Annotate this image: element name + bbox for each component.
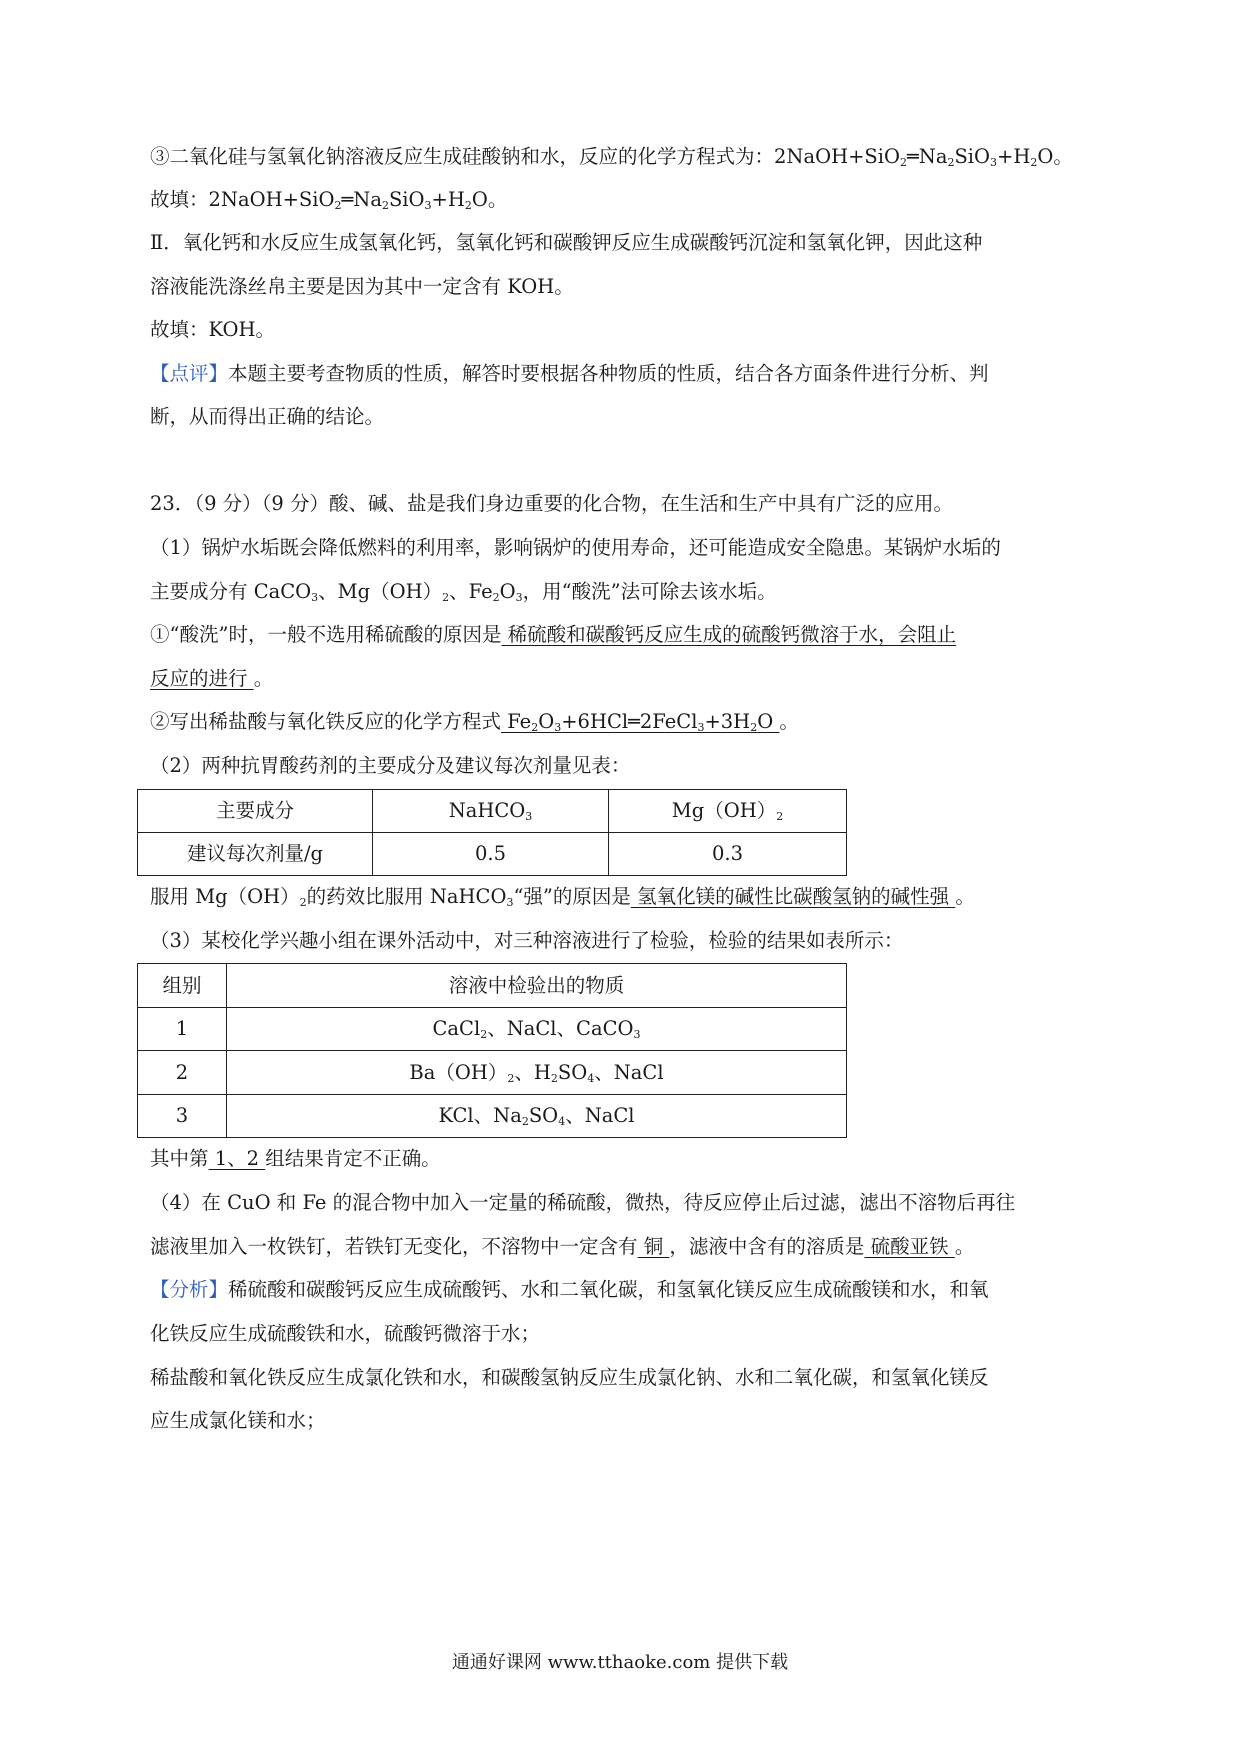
table-cell: 3	[138, 1095, 227, 1138]
question-title: 23．（9 分）（9 分）酸、碱、盐是我们身边重要的化合物，在生活和生产中具有广泛的应用。	[150, 492, 954, 515]
text-line: （3）某校化学兴趣小组在课外活动中，对三种溶液进行了检验，检验的结果如表所示：	[150, 929, 904, 952]
table-cell: 0.5	[373, 833, 609, 876]
text-line: ③二氧化硅与氢氧化钠溶液反应生成硅酸钠和水，反应的化学方程式为：$2NaOH+SiO_2═Na_2SiO_3+H_2O$。	[150, 145, 1073, 169]
text-line: 其中第 1、2 组结果肯定不正确。	[150, 1147, 441, 1170]
text-line: 化铁反应生成硫酸铁和水，硫酸钙微溶于水；	[150, 1322, 541, 1345]
table-cell: KCl、$Na_2SO_4$、NaCl	[227, 1095, 847, 1138]
comment-line: 【点评】本题主要考查物质的性质，解答时要根据各种物质的性质，结合各方面条件进行分析、判	[150, 362, 989, 385]
answer-blank: 反应的进行	[150, 667, 254, 690]
table-cell: 溶液中检验出的物质	[227, 964, 847, 1008]
text-line: 故填：$2NaOH+SiO_2═Na_2SiO_3+H_2O$。	[150, 188, 508, 212]
table-cell: CaCl$_2$、NaCl、CaCO$_3$	[227, 1008, 847, 1051]
table-cell: NaHCO$_3$	[373, 790, 609, 833]
text-line: Ⅱ．氧化钙和水反应生成氢氧化钙，氢氧化钙和碳酸钾反应生成碳酸钙沉淀和氢氧化钾，因此这种	[150, 231, 983, 254]
text-line: （4）在 CuO 和 Fe 的混合物中加入一定量的稀硫酸，微热，待反应停止后过滤，滤出不溶物后再往	[150, 1191, 1016, 1214]
text-line: 断，从而得出正确的结论。	[150, 405, 385, 428]
text-line: （2）两种抗胃酸药剂的主要成分及建议每次剂量见表：	[150, 754, 631, 777]
text-line: 反应的进行 。	[150, 667, 274, 690]
text-line: 滤液里加入一枚铁钉，若铁钉无变化，不溶物中一定含有 铜 ，滤液中含有的溶质是 硫酸亚铁 。	[150, 1235, 975, 1258]
text-line: 稀盐酸和氧化铁反应生成氯化铁和水，和碳酸氢钠反应生成氯化钠、水和二氧化碳，和氢氧化镁反	[150, 1366, 989, 1389]
dosage-table	[137, 789, 847, 876]
answer-blank: 1、2	[208, 1147, 266, 1170]
answer-blank: $Fe_2O_3+6HCl═2FeCl_3+3H_2O$	[501, 710, 780, 734]
analysis-line: 【分析】稀硫酸和碳酸钙反应生成硫酸钙、水和二氧化碳，和氢氧化镁反应生成硫酸镁和水，和氧	[150, 1278, 989, 1301]
table-cell: 主要成分	[138, 790, 373, 833]
page-footer: 通通好课网 www.tthaoke.com 提供下载	[451, 1652, 789, 1673]
answer-blank: 稀硫酸和碳酸钙反应生成的硫酸钙微溶于水，会阻止	[501, 623, 957, 646]
text-line: 故填：KOH。	[150, 318, 276, 341]
text-line: 服用 $Mg(OH)_2$的药效比服用 NaHCO$_3$“强”的原因是 氢氧化镁的碱性比碳酸氢钠的碱性强 。	[150, 885, 975, 909]
answer-blank: 硫酸亚铁	[864, 1235, 955, 1258]
text-line: （1）锅炉水垢既会降低燃料的利用率，影响锅炉的使用寿命，还可能造成安全隐患。某锅炉水垢的	[150, 536, 1001, 559]
text-line: 主要成分有 CaCO$_3$、$Mg(OH)_2$、$Fe_2O_3$，用“酸洗”法可除去该水垢。	[150, 580, 777, 604]
text-line: 溶液能洗涤丝帛主要是因为其中一定含有 KOH。	[150, 275, 574, 298]
answer-blank: 铜	[637, 1235, 670, 1258]
text-line: ①“酸洗”时，一般不选用稀硫酸的原因是 稀硫酸和碳酸钙反应生成的硫酸钙微溶于水，会阻止	[150, 623, 957, 646]
text-line: 应生成氯化镁和水；	[150, 1409, 326, 1432]
table-cell: 组别	[138, 964, 227, 1008]
table-cell: 0.3	[609, 833, 847, 876]
table-cell: $Ba(OH)_2$、$H_2SO_4$、NaCl	[227, 1051, 847, 1095]
analysis-tag: 【分析】	[150, 1278, 229, 1301]
comment-tag: 【点评】	[150, 362, 229, 385]
table-cell: 建议每次剂量/g	[138, 833, 373, 876]
answer-blank: 氢氧化镁的碱性比碳酸氢钠的碱性强	[630, 885, 956, 908]
table-cell: 1	[138, 1008, 227, 1051]
table-cell: $Mg(OH)_2$	[609, 790, 847, 833]
test-result-table	[137, 963, 847, 1138]
table-cell: 2	[138, 1051, 227, 1095]
text-line: ②写出稀盐酸与氧化铁反应的化学方程式 $Fe_2O_3+6HCl═2FeCl_3+3H_2O$ 。	[150, 710, 799, 734]
